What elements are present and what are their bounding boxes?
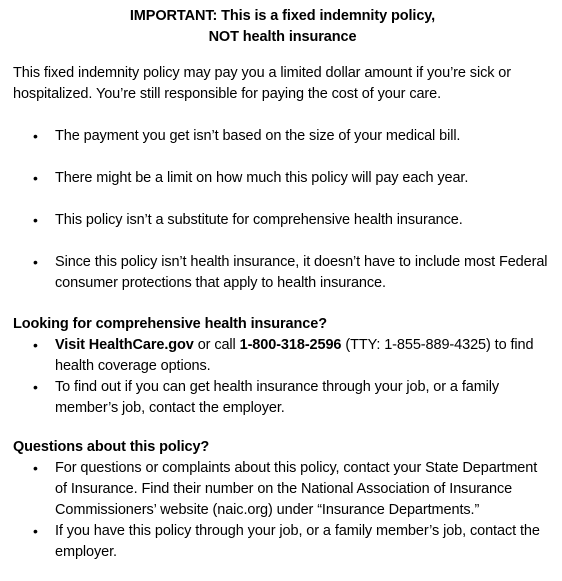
or-call-text: or call (193, 337, 240, 353)
bullet-icon: • (33, 170, 38, 186)
questions-item-text: If you have this policy through your job, or a family member’s job, contact the employer. (55, 523, 540, 560)
questions-list (13, 458, 552, 563)
looking-item (13, 335, 552, 377)
notice-title (13, 6, 552, 48)
questions-item-text: For questions or complaints about this policy, contact your State Department of Insurance. Find their number on the National Association of Insurance Commissioners’ website (naic.org) under “Insurance Departments.” (55, 460, 538, 518)
bullet-icon: • (33, 212, 38, 228)
title-line-2: NOT health insurance (208, 29, 357, 45)
bullet-icon: • (33, 379, 38, 395)
key-point (13, 168, 552, 189)
looking-item (13, 377, 552, 419)
section-heading-questions: Questions about this policy? (13, 439, 210, 455)
bullet-icon: • (33, 523, 38, 539)
key-point-text: This policy isn’t a substitute for comprehensive health insurance. (55, 212, 463, 228)
healthcare-gov-link[interactable]: Visit HealthCare.gov (55, 337, 194, 353)
key-points-list (13, 126, 552, 294)
questions-item (13, 458, 552, 521)
key-point (13, 252, 552, 294)
bullet-icon: • (33, 337, 38, 353)
questions-item (13, 521, 552, 563)
key-point (13, 210, 552, 231)
key-point (13, 126, 552, 147)
bullet-icon: • (33, 128, 38, 144)
key-point-text: The payment you get isn’t based on the size of your medical bill. (55, 128, 461, 144)
phone-number[interactable]: 1-800-318-2596 (239, 337, 342, 353)
looking-item-text: To find out if you can get health insurance through your job, or a family member’s job, contact the employer. (55, 379, 500, 416)
looking-list (13, 335, 552, 419)
bullet-icon: • (33, 460, 38, 476)
intro-paragraph: This fixed indemnity policy may pay you a limited dollar amount if you’re sick or hospitalized. You’re still responsible for paying the cost of your care. (13, 65, 511, 102)
bullet-icon: • (33, 254, 38, 270)
key-point-text: There might be a limit on how much this policy will pay each year. (55, 170, 469, 186)
section-heading-looking: Looking for comprehensive health insurance? (13, 316, 327, 332)
title-line-1: IMPORTANT: This is a fixed indemnity policy, (129, 8, 436, 24)
tty-text: (TTY: 1-855-889-4325) to find health coverage options. (55, 337, 534, 374)
key-point-text: Since this policy isn’t health insurance, it doesn’t have to include most Federal consumer protections that apply to health insurance. (55, 254, 548, 291)
